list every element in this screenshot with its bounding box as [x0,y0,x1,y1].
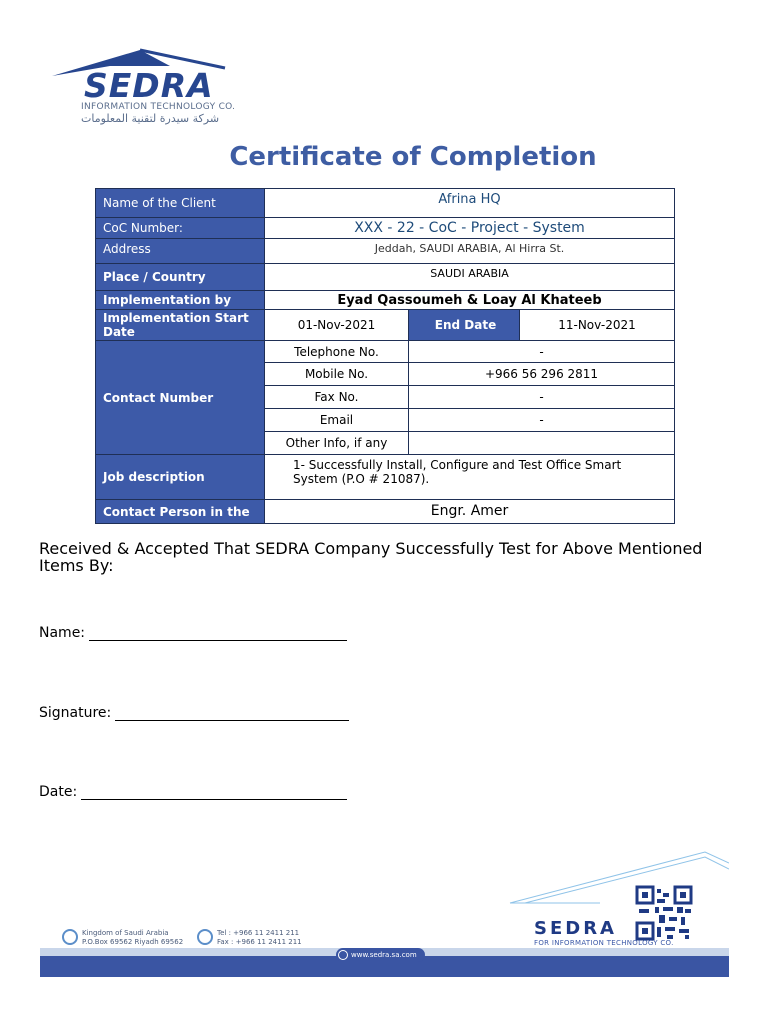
date-label: Date: [39,784,78,800]
table-row-coc [96,218,675,239]
table-row-client [96,189,675,218]
phone-icon [197,929,213,945]
place-label: Place / Country [96,264,265,291]
footer-address-line2: P.O.Box 69562 Riyadh 69562 [82,938,184,946]
website-text: www.sedra.sa.com [351,951,417,959]
contact-telephone-label: Telephone No. [265,341,409,363]
website-link[interactable] [336,948,425,962]
footer-brand: SEDRA [534,918,617,939]
contact-fax-value: - [409,386,675,409]
coc-table [95,188,675,524]
client-label: Name of the Client [96,189,265,218]
name-field [39,625,347,641]
globe-icon [338,950,348,960]
table-row-implementation [96,291,675,310]
contact-number-label: Contact Number [96,341,265,455]
contact-person-label: Contact Person in the [96,500,265,524]
company-logo [50,46,264,128]
table-row-job [96,455,675,500]
address-label: Address [96,239,265,264]
footer-address-line1: Kingdom of Saudi Arabia [82,929,169,937]
signature-field [39,705,349,721]
logo-brand-text: SEDRA [84,66,214,105]
qr-code-icon [635,885,693,941]
end-date-label: End Date [409,310,520,341]
logo-arabic-text: شركة سيدرة لتقنية المعلومات [81,112,220,125]
footer-fax: Fax : +966 11 2411 211 [217,938,302,946]
contact-mobile-value: +966 56 296 2811 [409,363,675,386]
address-value: Jeddah, SAUDI ARABIA, Al Hirra St. [265,239,675,264]
name-label: Name: [39,625,86,641]
footer-tel: Tel : +966 11 2411 211 [217,929,300,937]
contact-fax-label: Fax No. [265,386,409,409]
page-footer [40,835,729,977]
client-value: Afrina HQ [265,189,675,218]
table-row-address [96,239,675,264]
name-input-line[interactable] [89,627,347,641]
start-date-value: 01-Nov-2021 [265,310,409,341]
table-row-place [96,264,675,291]
page-title: Certificate of Completion [229,142,597,172]
signature-label: Signature: [39,705,112,721]
job-description-label: Job description [96,455,265,500]
footer-brand-subtitle: FOR INFORMATION TECHNOLOGY CO. [534,939,674,947]
start-date-label: Implementation Start Date [96,310,265,341]
contact-other-label: Other Info, if any [265,432,409,455]
end-date-value: 11-Nov-2021 [520,310,675,341]
implementation-value: Eyad Qassoumeh & Loay Al Khateeb [265,291,675,310]
contact-other-value [409,432,675,455]
date-input-line[interactable] [81,786,347,800]
table-row-dates [96,310,675,341]
date-field [39,784,347,800]
contact-person-value: Engr. Amer [265,500,675,524]
coc-label: CoC Number: [96,218,265,239]
footer-roof-icon [40,835,729,915]
signature-input-line[interactable] [115,707,349,721]
implementation-label: Implementation by [96,291,265,310]
place-value: SAUDI ARABIA [265,264,675,291]
contact-mobile-label: Mobile No. [265,363,409,386]
location-icon [62,929,78,945]
table-row-contact-person [96,500,675,524]
coc-value: XXX - 22 - CoC - Project - System [265,218,675,239]
contact-email-value: - [409,409,675,432]
logo-subtitle: INFORMATION TECHNOLOGY CO. [81,102,236,112]
contact-email-label: Email [265,409,409,432]
job-description-value: 1- Successfully Install, Configure and Test Office Smart System (P.O # 21087). [265,455,675,500]
contact-telephone-value: - [409,341,675,363]
table-row-contact [96,341,675,363]
acceptance-statement: Received & Accepted That SEDRA Company Successfully Test for Above Mentioned Items By: [39,539,703,575]
